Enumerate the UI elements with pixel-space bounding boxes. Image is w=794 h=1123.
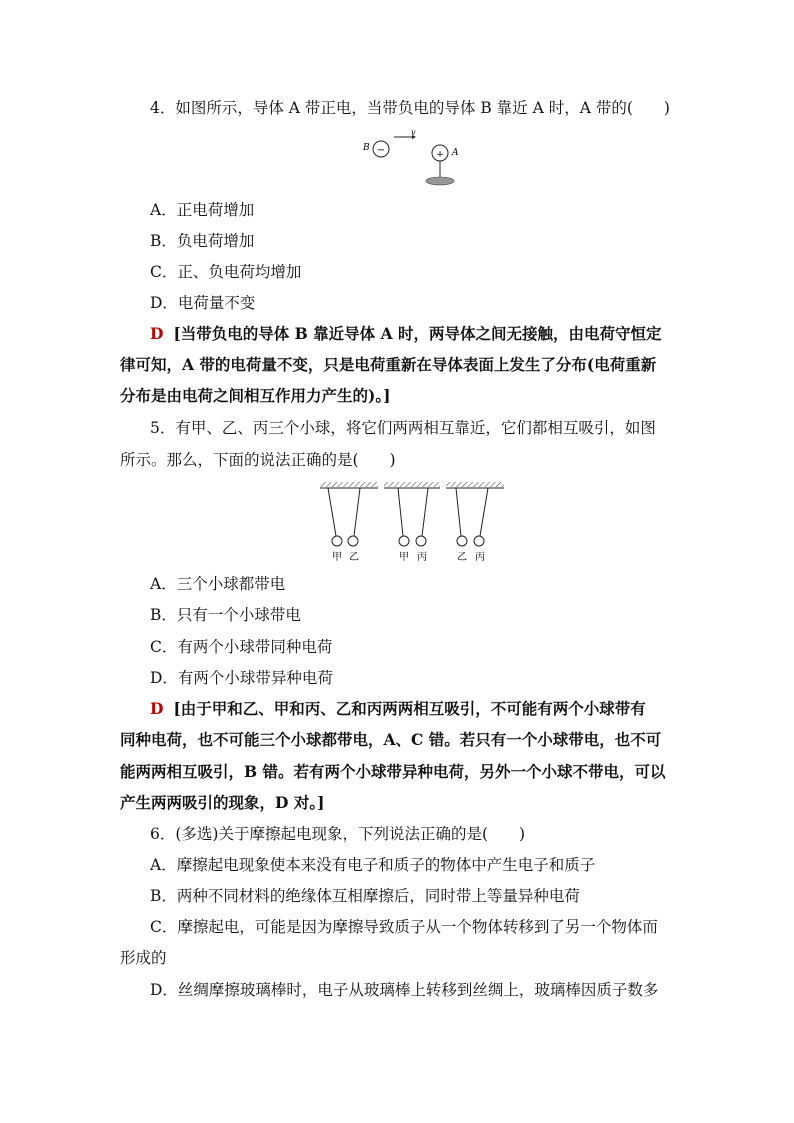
q6-option-a: A．摩擦起电现象使本来没有电子和质子的物体中产生电子和质子 [150,856,596,874]
q4-label-v: v [411,130,416,137]
q4-explanation-line-2: 律可知，A 带的电荷量不变，只是电荷重新在导体表面上发生了分布(电荷重新 [120,355,657,374]
q5-option-a: A．三个小球都带电 [150,575,286,593]
q4-answer: D [150,324,164,343]
thread-3b [480,488,488,536]
q4-option-c: C．正、负电荷均增加 [150,263,302,281]
ball-jia-1 [332,536,342,546]
thread-2a [398,488,403,536]
label-2a: 甲 [399,552,409,563]
stand-base [426,177,454,185]
q5-explanation-line-2: 同种电荷，也不可能三个小球都带电，A、C 错。若只有一个小球带电，也不可 [120,730,662,749]
q4-label-a: A [452,148,459,158]
q5-explanation-line-1: D [由于甲和乙、甲和丙、乙和丙两两相互吸引，不可能有两个小球带有 [150,699,646,718]
ball-jia-2 [399,536,409,546]
q4-sign-a: + [436,150,444,160]
q5-explanation-line-3: 能两两相互吸引，B 错。若有两个小球带异种电荷，另外一个小球不带电，可以 [120,762,666,781]
q5-option-d: D．有两个小球带异种电荷 [150,669,333,687]
q4-option-a: A．正电荷增加 [150,201,255,219]
q4-label-b: B [363,143,370,153]
ball-bing-3 [474,536,484,546]
label-1a: 甲 [332,552,342,563]
ceiling-2 [384,482,440,487]
q4-figure [360,130,470,188]
q5-stem-line-1: 5．有甲、乙、丙三个小球，将它们两两相互靠近，它们都相互吸引，如图 [150,419,656,437]
label-3a: 乙 [457,552,467,563]
thread-1b [354,488,360,536]
q4-option-b: B．负电荷增加 [150,232,255,250]
q4-explanation-line-3: 分布是由电荷之间相互作用力产生的)。] [120,386,391,405]
ball-yi-1 [348,536,358,546]
thread-3a [456,488,461,536]
label-1b: 乙 [349,552,359,563]
q6-option-d: D．丝绸摩擦玻璃棒时，电子从玻璃棒上转移到丝绸上，玻璃棒因质子数多 [150,981,659,999]
q5-stem-line-2: 所示。那么，下面的说法正确的是( ) [120,451,396,469]
q4-stem: 4．如图所示，导体 A 带正电，当带负电的导体 B 靠近 A 时，A 带的( ) [150,99,670,117]
ceiling-3 [446,482,504,487]
q6-option-b: B．两种不同材料的绝缘体互相摩擦后，同时带上等量异种电荷 [150,887,580,905]
q5-option-c: C．有两个小球带同种电荷 [150,638,333,656]
q5-option-b: B．只有一个小球带电 [150,606,301,624]
thread-2b [422,488,428,536]
q4-sign-b: − [376,145,386,156]
q6-option-c-cont: 形成的 [120,949,167,967]
q5-figure [318,478,506,564]
thread-1a [328,488,336,536]
q6-stem: 6．(多选)关于摩擦起电现象，下列说法正确的是( ) [150,825,526,843]
label-3b: 丙 [475,552,485,563]
q4-explanation-line-1: D [当带负电的导体 B 靠近导体 A 时，两导体之间无接触，由电荷守恒定 [150,324,662,343]
q6-option-c: C．摩擦起电，可能是因为摩擦导致质子从一个物体转移到了另一个物体而 [150,918,658,936]
q5-answer: D [150,699,164,718]
ceiling-1 [320,482,378,487]
label-2b: 丙 [417,552,427,563]
q4-option-d: D．电荷量不变 [150,294,256,312]
q5-explanation-line-4: 产生两两吸引的现象，D 对。] [120,793,325,812]
ball-bing-2 [416,536,426,546]
ball-yi-3 [457,536,467,546]
